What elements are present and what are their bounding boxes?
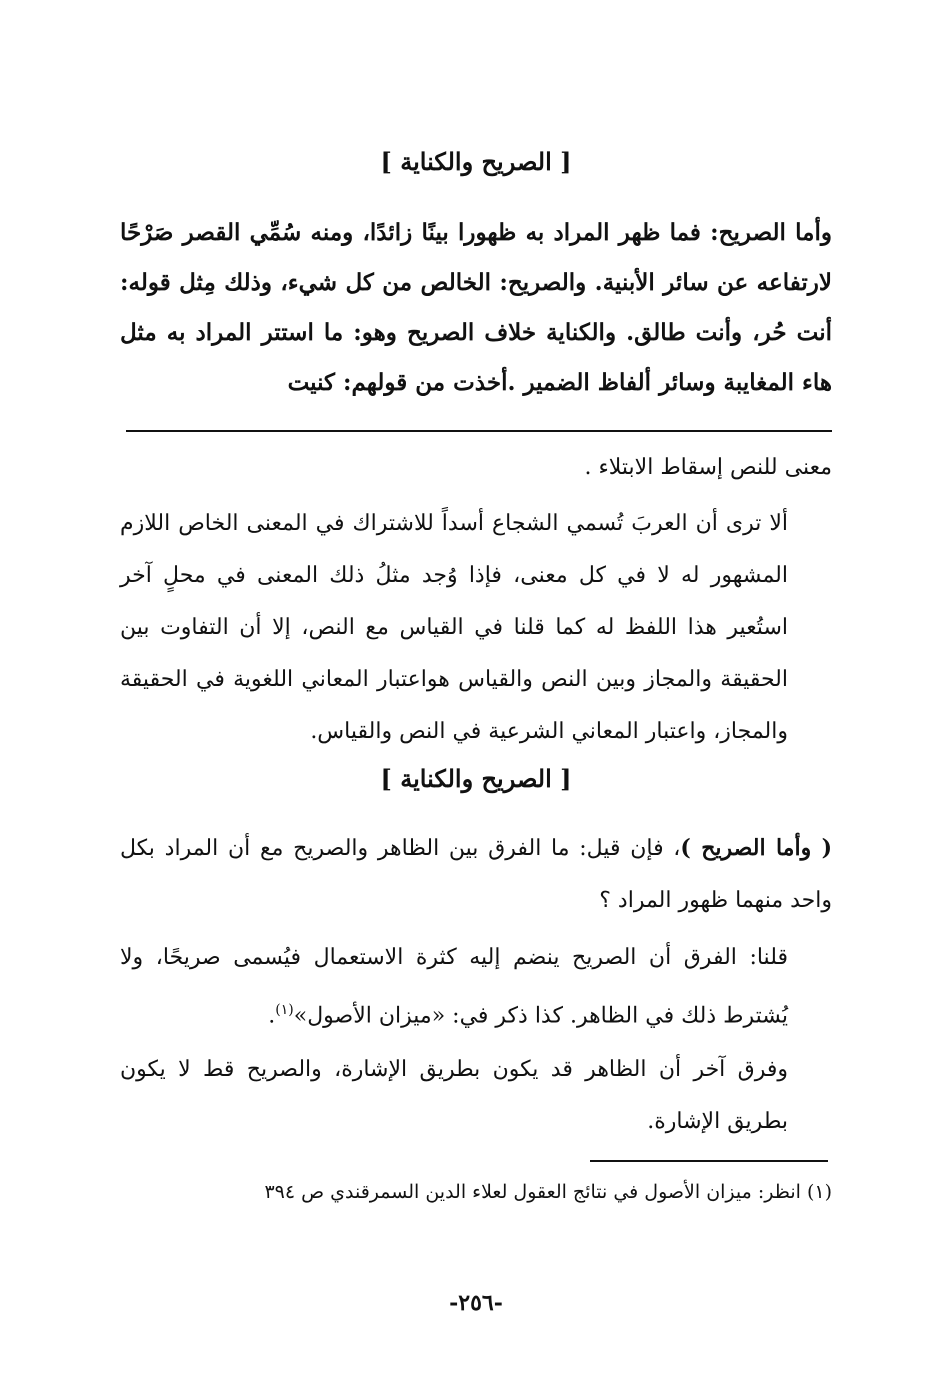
sharh-paragraph-2-text: ألا ترى أن العربَ تُسمي الشجاع أسداً للاشتراك في المعنى الخاص اللازم المشهور له لا في كل معنى، فإذا وُجد مثلُ ذلك المعنى في محلٍ آخر استُعير هذا اللفظ له كما قلنا في القياس مع النص، إلا أن التفاوت بين الحقيقة والمجاز وبين النص والقياس هواعتبار المعاني اللغوية في الحقيقة والمجاز، واعتبار المعاني الشرعية في النص والقياس. xyxy=(120,511,788,744)
quoted-matn-term: ( وأما الصريح ) xyxy=(680,835,832,861)
section-heading-matn: [ الصريح والكناية ] xyxy=(380,147,572,176)
footnote-reference: (١) xyxy=(275,1002,294,1018)
sharh-paragraph-3-body: ، فإن قيل: ما الفرق بين الظاهر والصريح مع أن المراد بكل واحد منهما ظهور المراد ؟ xyxy=(120,836,832,913)
matn-paragraph: وأما الصريح: فما ظهر المراد به ظهورا بينًا زائدًا، ومنه سُمِّي القصر صَرْحًا لارتفاعه عن سائر الأبنية. والصريح: الخالص من كل شيء، وذلك مِثل قوله: أنت حُر، وأنت طالق. والكناية خلاف الصريح وهو: ما استتر المراد به مثل هاء المغايبة وسائر ألفاظ الضمير .أخذت من قولهم: كنيت xyxy=(120,219,832,396)
page-number: -٢٥٦- xyxy=(449,1290,503,1316)
sharh-paragraph-4-body: قلنا: الفرق أن الصريح ينضم إليه كثرة الاستعمال فيُسمى صريحًا، ولا يُشترط ذلك في الظاهر. كذا ذكر في: «ميزان الأصول» xyxy=(120,945,788,1029)
sharh-paragraph-5-text: وفرق آخر أن الظاهر قد يكون بطريق الإشارة، والصريح قط لا يكون بطريق الإشارة. xyxy=(120,1057,788,1134)
sharh-paragraph-4-end: . xyxy=(268,1003,276,1029)
matn-separator-line xyxy=(126,430,832,432)
sharh-paragraph-2 xyxy=(120,498,832,758)
section-heading-sharh: [ الصريح والكناية ] xyxy=(380,764,572,793)
sharh-paragraph-1 xyxy=(120,448,832,488)
sharh-paragraph-4-text xyxy=(120,932,832,1042)
footnote: (١) انظر: ميزان الأصول في نتائج العقول لعلاء الدين السمرقندي ص ٣٩٤ xyxy=(264,1181,832,1203)
footnote-separator-line xyxy=(590,1160,828,1162)
sharh-paragraph-1-text: معنى للنص إسقاط الابتلاء . xyxy=(584,455,832,480)
sharh-paragraph-5 xyxy=(120,1044,832,1148)
sharh-paragraph-4 xyxy=(120,932,832,1042)
sharh-paragraph-3-text xyxy=(120,822,832,927)
sharh-paragraph-3 xyxy=(120,822,832,927)
